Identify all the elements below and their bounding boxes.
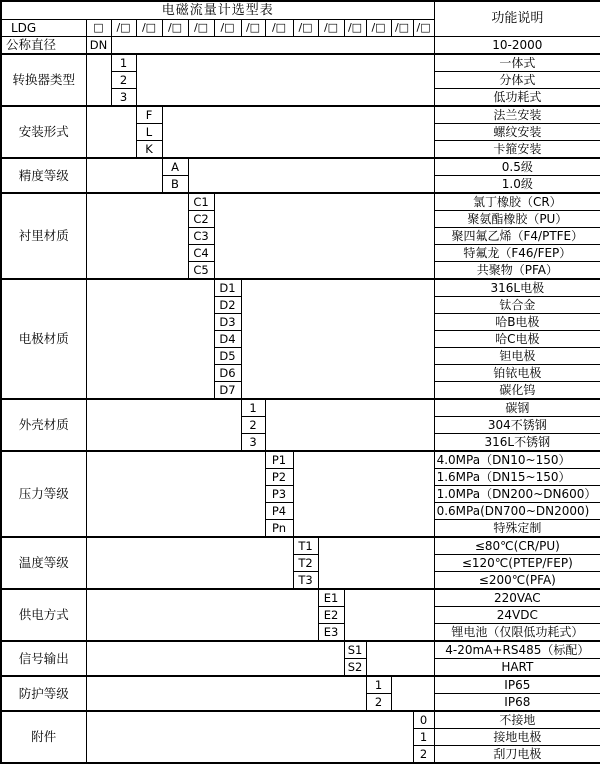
model-code-slash-box: /□ <box>136 20 162 37</box>
option-code-housing-material-1: 1 <box>241 399 265 417</box>
spacer <box>391 676 434 711</box>
model-code-box: □ <box>86 20 111 37</box>
spacer <box>86 676 366 711</box>
option-code-electrode-material-D2: D2 <box>214 297 241 314</box>
option-code-protection-rating-2: 2 <box>366 694 391 712</box>
category-label-accessories: 附件 <box>1 711 86 763</box>
option-code-installation-type-K: K <box>136 141 162 159</box>
option-desc-converter-type-1: 一体式 <box>434 54 600 72</box>
option-code-accessories-1: 1 <box>413 729 434 746</box>
spacer <box>86 158 162 193</box>
option-code-lining-material-C5: C5 <box>188 262 214 280</box>
option-desc-accessories-1: 接地电极 <box>434 729 600 746</box>
option-code-converter-type-3: 3 <box>111 89 136 107</box>
option-desc-lining-material-C2: 聚氨酯橡胶（PU） <box>434 211 600 228</box>
spacer <box>86 193 188 279</box>
option-desc-protection-rating-2: IP68 <box>434 694 600 712</box>
option-desc-power-supply-E1: 220VAC <box>434 589 600 607</box>
spacer <box>241 279 434 399</box>
category-label-converter-type: 转换器类型 <box>1 54 86 106</box>
option-desc-pressure-rating-P4: 0.6MPa(DN700~DN2000) <box>434 503 600 520</box>
option-code-lining-material-C3: C3 <box>188 228 214 245</box>
spacer <box>86 279 214 399</box>
option-desc-temperature-rating-T2: ≤120℃(PTEP/FEP) <box>434 555 600 572</box>
model-code-slash-box: /□ <box>413 20 434 37</box>
option-code-pressure-rating-P2: P2 <box>265 469 293 486</box>
option-code-power-supply-E1: E1 <box>318 589 344 607</box>
option-desc-pressure-rating-P3: 1.0MPa（DN200~DN600） <box>434 486 600 503</box>
option-code-accessories-2: 2 <box>413 746 434 764</box>
option-desc-accessories-2: 刮刀电极 <box>434 746 600 764</box>
category-label-housing-material: 外壳材质 <box>1 399 86 451</box>
option-desc-housing-material-2: 304不锈钢 <box>434 417 600 434</box>
model-code-slash-box: /□ <box>162 20 188 37</box>
option-code-power-supply-E3: E3 <box>318 624 344 642</box>
model-code-slash-box: /□ <box>391 20 413 37</box>
option-code-installation-type-L: L <box>136 124 162 141</box>
spacer <box>86 641 344 676</box>
option-desc-temperature-rating-T3: ≤200℃(PFA) <box>434 572 600 590</box>
function-description-header: 功能说明 <box>434 1 600 37</box>
option-code-accessories-0: 0 <box>413 711 434 729</box>
option-code-electrode-material-D1: D1 <box>214 279 241 297</box>
option-code-electrode-material-D3: D3 <box>214 314 241 331</box>
model-code-slash-box: /□ <box>111 20 136 37</box>
model-code-slash-box: /□ <box>241 20 265 37</box>
option-desc-lining-material-C1: 氯丁橡胶（CR） <box>434 193 600 211</box>
spacer <box>188 158 434 193</box>
option-desc-housing-material-3: 316L不锈钢 <box>434 434 600 452</box>
option-desc-lining-material-C4: 特氟龙（F46/FEP） <box>434 245 600 262</box>
option-desc-lining-material-C5: 共聚物（PFA） <box>434 262 600 280</box>
category-label-electrode-material: 电极材质 <box>1 279 86 399</box>
option-desc-electrode-material-D2: 钛合金 <box>434 297 600 314</box>
option-code-pressure-rating-P4: P4 <box>265 503 293 520</box>
option-desc-accuracy-class-B: 1.0级 <box>434 176 600 194</box>
option-desc-lining-material-C3: 聚四氟乙烯（F4/PTFE） <box>434 228 600 245</box>
category-label-pressure-rating: 压力等级 <box>1 451 86 537</box>
option-desc-electrode-material-D4: 哈C电极 <box>434 331 600 348</box>
option-code-power-supply-E2: E2 <box>318 607 344 624</box>
option-code-temperature-rating-T2: T2 <box>293 555 318 572</box>
spacer <box>86 106 136 158</box>
spacer <box>293 451 434 537</box>
spacer <box>86 399 241 451</box>
option-code-signal-output-S1: S1 <box>344 641 366 659</box>
option-code-pressure-rating-P3: P3 <box>265 486 293 503</box>
option-code-accuracy-class-A: A <box>162 158 188 176</box>
category-label-signal-output: 信号输出 <box>1 641 86 676</box>
option-code-installation-type-F: F <box>136 106 162 124</box>
model-code-slash-box: /□ <box>366 20 391 37</box>
option-desc-electrode-material-D7: 碳化钨 <box>434 382 600 400</box>
model-code-slash-box: /□ <box>344 20 366 37</box>
spacer <box>318 537 434 589</box>
category-label-accuracy-class: 精度等级 <box>1 158 86 193</box>
spacer <box>111 37 434 55</box>
option-desc-electrode-material-D6: 铂铱电极 <box>434 365 600 382</box>
option-desc-installation-type-F: 法兰安装 <box>434 106 600 124</box>
option-desc-housing-material-1: 碳钢 <box>434 399 600 417</box>
option-desc-installation-type-L: 螺纹安装 <box>434 124 600 141</box>
category-label-protection-rating: 防护等级 <box>1 676 86 711</box>
option-code-electrode-material-D6: D6 <box>214 365 241 382</box>
option-code-lining-material-C1: C1 <box>188 193 214 211</box>
spacer <box>214 193 434 279</box>
spacer <box>162 106 434 158</box>
spacer <box>136 54 434 106</box>
option-desc-pressure-rating-P1: 4.0MPa（DN10~150） <box>434 451 600 469</box>
category-label-nominal-diameter: 公称直径 <box>1 37 86 55</box>
option-code-accuracy-class-B: B <box>162 176 188 194</box>
spacer <box>86 451 265 537</box>
option-desc-converter-type-3: 低功耗式 <box>434 89 600 107</box>
model-code-slash-box: /□ <box>214 20 241 37</box>
option-desc-signal-output-S1: 4-20mA+RS485（标配） <box>434 641 600 659</box>
option-code-electrode-material-D4: D4 <box>214 331 241 348</box>
model-code-slash-box: /□ <box>265 20 293 37</box>
category-label-lining-material: 衬里材质 <box>1 193 86 279</box>
option-desc-protection-rating-1: IP65 <box>434 676 600 694</box>
option-desc-electrode-material-D5: 钽电极 <box>434 348 600 365</box>
option-desc-nominal-diameter: 10-2000 <box>434 37 600 55</box>
option-code-lining-material-C4: C4 <box>188 245 214 262</box>
spacer <box>86 537 293 589</box>
option-code-protection-rating-1: 1 <box>366 676 391 694</box>
option-code-electrode-material-D5: D5 <box>214 348 241 365</box>
option-code-electrode-material-D7: D7 <box>214 382 241 400</box>
option-code-pressure-rating-P1: P1 <box>265 451 293 469</box>
table-title: 电磁流量计选型表 <box>1 1 434 20</box>
option-code-converter-type-1: 1 <box>111 54 136 72</box>
category-label-temperature-rating: 温度等级 <box>1 537 86 589</box>
option-desc-power-supply-E3: 锂电池（仅限低功耗式） <box>434 624 600 642</box>
option-code-nominal-diameter-DN: DN <box>86 37 111 55</box>
option-code-housing-material-3: 3 <box>241 434 265 452</box>
spacer <box>86 54 111 106</box>
option-code-signal-output-S2: S2 <box>344 659 366 677</box>
spacer <box>265 399 434 451</box>
spacer <box>86 711 413 763</box>
option-desc-electrode-material-D3: 哈B电极 <box>434 314 600 331</box>
spacer <box>366 641 434 676</box>
model-code-slash-box: /□ <box>318 20 344 37</box>
option-desc-pressure-rating-P2: 1.6MPa（DN15~150） <box>434 469 600 486</box>
option-code-temperature-rating-T1: T1 <box>293 537 318 555</box>
model-prefix: LDG <box>1 20 86 37</box>
option-code-pressure-rating-Pn: Pn <box>265 520 293 538</box>
option-desc-pressure-rating-Pn: 特殊定制 <box>434 520 600 538</box>
option-desc-temperature-rating-T1: ≤80℃(CR/PU) <box>434 537 600 555</box>
spacer <box>86 589 318 641</box>
model-code-slash-box: /□ <box>188 20 214 37</box>
option-code-lining-material-C2: C2 <box>188 211 214 228</box>
category-label-installation-type: 安装形式 <box>1 106 86 158</box>
option-desc-accuracy-class-A: 0.5级 <box>434 158 600 176</box>
option-desc-installation-type-K: 卡箍安装 <box>434 141 600 159</box>
category-label-power-supply: 供电方式 <box>1 589 86 641</box>
spacer <box>344 589 434 641</box>
option-desc-converter-type-2: 分体式 <box>434 72 600 89</box>
option-code-housing-material-2: 2 <box>241 417 265 434</box>
model-code-slash-box: /□ <box>293 20 318 37</box>
option-desc-signal-output-S2: HART <box>434 659 600 677</box>
option-code-temperature-rating-T3: T3 <box>293 572 318 590</box>
option-desc-electrode-material-D1: 316L电极 <box>434 279 600 297</box>
option-desc-accessories-0: 不接地 <box>434 711 600 729</box>
option-code-converter-type-2: 2 <box>111 72 136 89</box>
option-desc-power-supply-E2: 24VDC <box>434 607 600 624</box>
